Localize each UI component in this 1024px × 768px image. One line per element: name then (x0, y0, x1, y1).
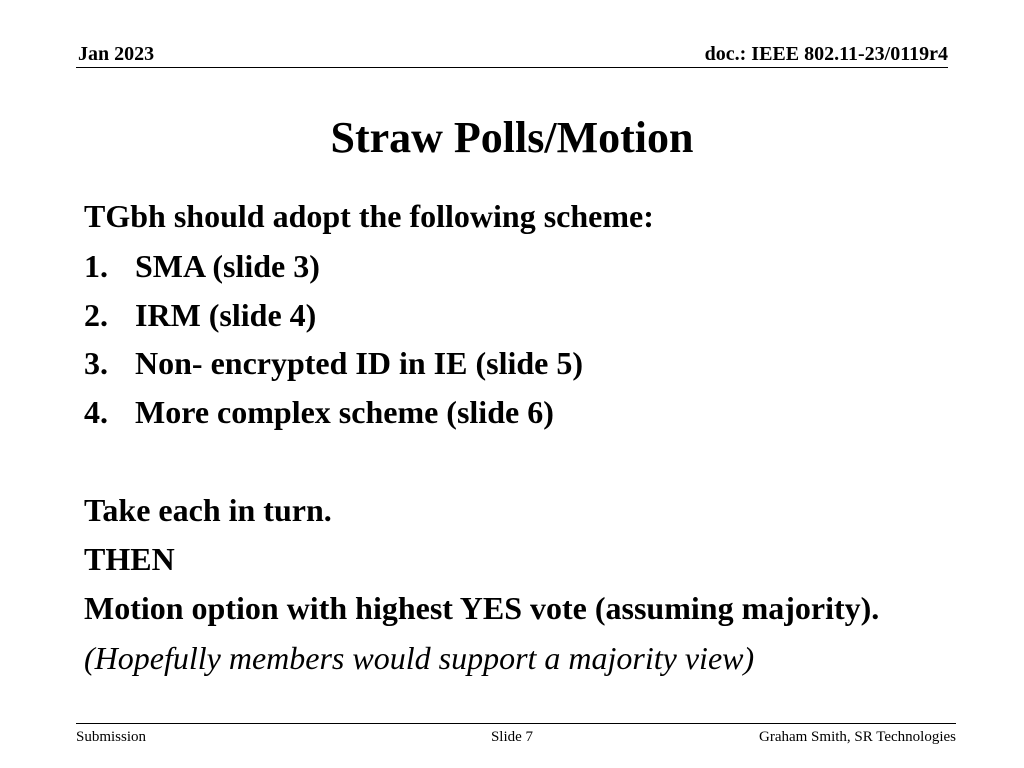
majority-note: (Hopefully members would support a majority view) (84, 640, 755, 676)
then-line: THEN (84, 541, 175, 577)
list-item-number: 2. (84, 297, 108, 333)
list-item (84, 246, 320, 286)
list-item-text: More complex scheme (slide 6) (135, 394, 554, 430)
list-item (84, 343, 583, 383)
list-item-number: 3. (84, 345, 108, 381)
list-item-text: IRM (slide 4) (135, 297, 317, 333)
motion-line: Motion option with highest YES vote (assuming majority). (84, 590, 880, 626)
footer-divider (76, 723, 956, 724)
header-date: Jan 2023 (78, 43, 155, 65)
footer-author: Graham Smith, SR Technologies (759, 729, 956, 745)
list-item (84, 295, 316, 335)
footer-slide-number: Slide 7 (490, 729, 534, 745)
slide-title: Straw Polls/Motion (330, 113, 694, 162)
list-item-text: Non- encrypted ID in IE (slide 5) (135, 345, 584, 381)
footer-submission: Submission (76, 729, 147, 745)
take-each-line: Take each in turn. (84, 492, 332, 528)
header-doc-id: doc.: IEEE 802.11-23/0119r4 (704, 43, 948, 65)
list-item-text: SMA (slide 3) (135, 248, 320, 284)
intro-line: TGbh should adopt the following scheme: (84, 198, 654, 234)
list-item-number: 4. (84, 394, 108, 430)
header-divider (76, 67, 948, 68)
list-item (84, 392, 554, 432)
list-item-number: 1. (84, 248, 108, 284)
